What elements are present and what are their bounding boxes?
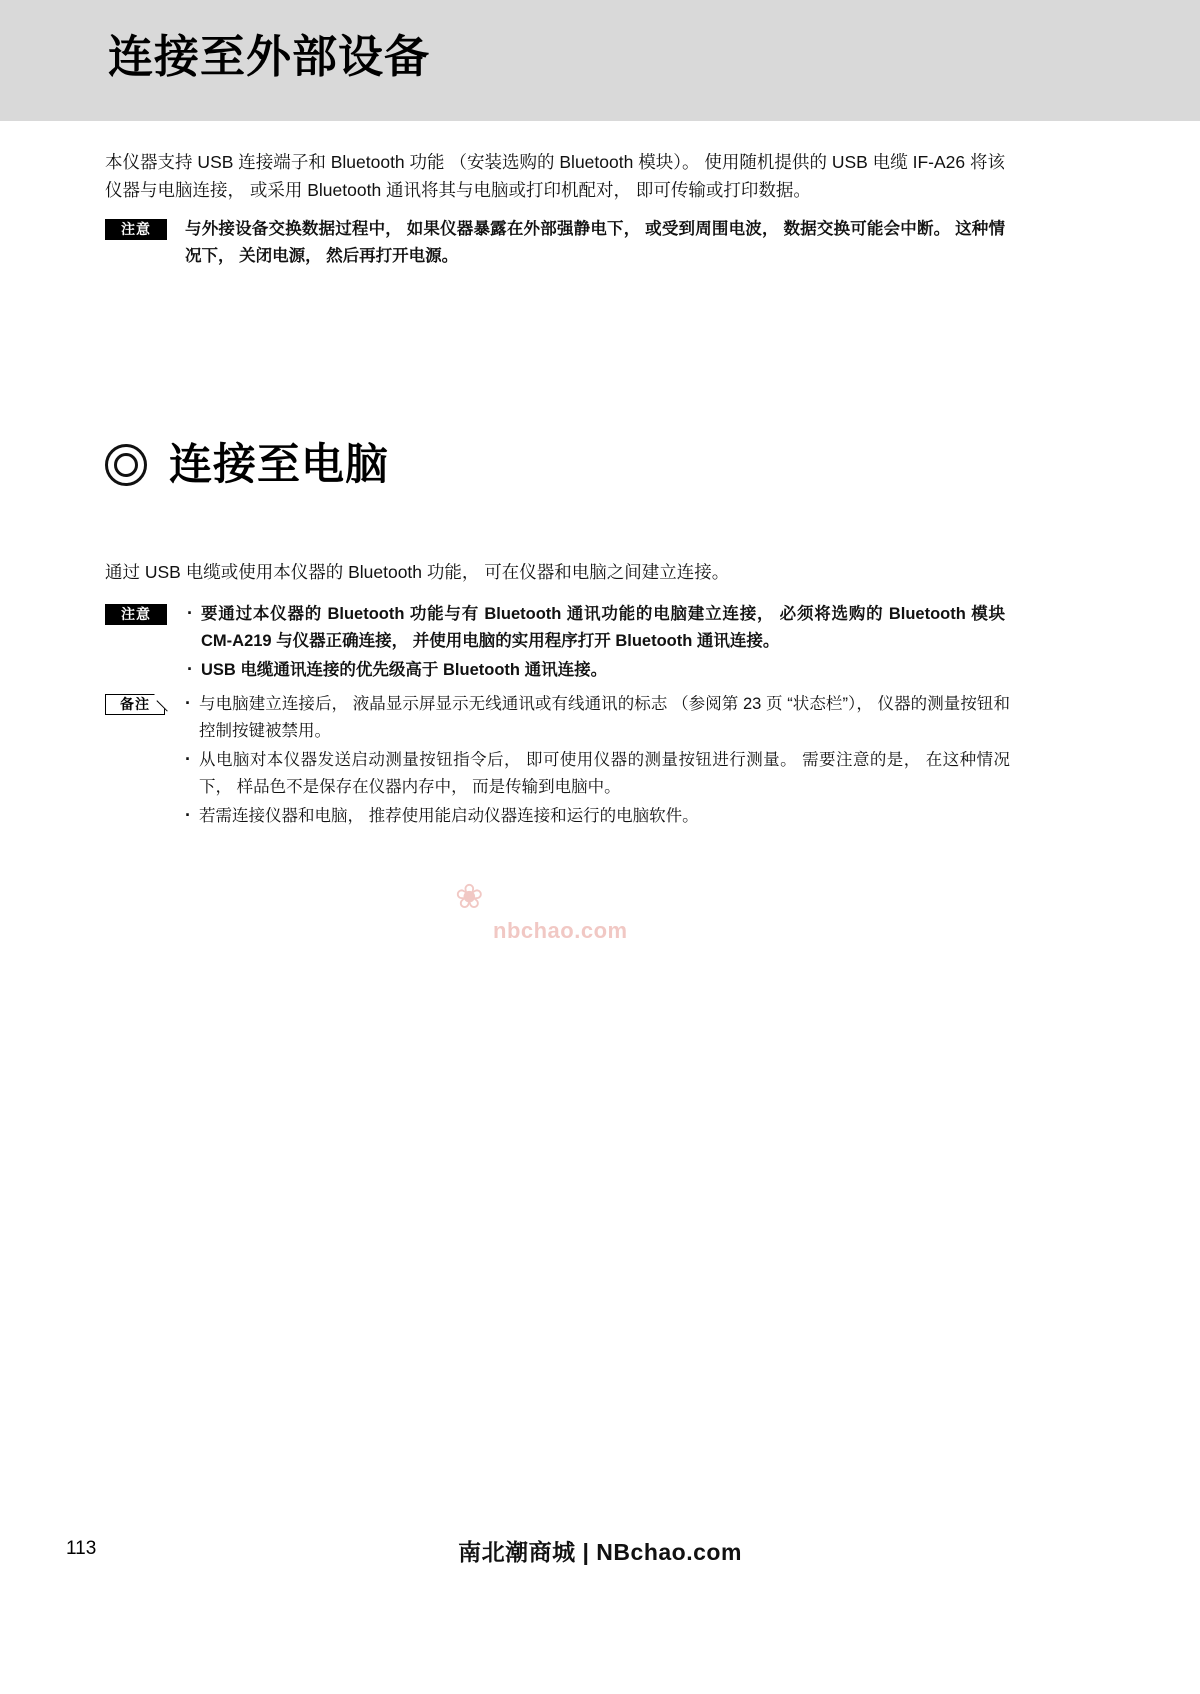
remark-block-pc — [105, 691, 1010, 830]
page-header-band — [0, 0, 1200, 121]
remark-list-item: · 若需连接仪器和电脑， 推荐使用能启动仪器连接和运行的电脑软件。 — [183, 803, 1010, 830]
watermark — [455, 880, 665, 960]
remark-list-item: · 与电脑建立连接后， 液晶显示屏显示无线通讯或有线通讯的标志 （参阅第 23 页 “状态栏”）， 仪器的测量按钮和控制按键被禁用。 — [183, 691, 1010, 745]
intro-paragraph: 本仪器支持 USB 连接端子和 Bluetooth 功能 （安装选购的 Bluetooth 模块）。 使用随机提供的 USB 电缆 IF-A26 将该仪器与电脑连接， 或采用 Bluetooth 通讯将其与电脑或打印机配对， 即可传输或打印数据。 — [105, 152, 1005, 200]
note-tag: 注意 — [105, 604, 167, 625]
note-list — [185, 601, 1005, 684]
remark-list — [183, 691, 1010, 830]
note-block-pc — [105, 601, 1005, 684]
note-tag: 注意 — [105, 219, 167, 240]
note-list-item: · USB 电缆通讯连接的优先级高于 Bluetooth 通讯连接。 — [185, 657, 1005, 684]
note-list-item: · 要通过本仪器的 Bluetooth 功能与有 Bluetooth 通讯功能的电脑建立连接， 必须将选购的 Bluetooth 模块 CM-A219 与仪器正确连接， 并使用电脑的实用程序打开 Bluetooth 通讯连接。 — [185, 601, 1005, 655]
page-title: 连接至外部设备 — [108, 31, 431, 82]
watermark-text: nbchao.com — [493, 918, 628, 943]
page-number: 113 — [66, 1538, 97, 1559]
watermark-flower-icon: ❀ — [455, 878, 484, 916]
remark-list-item: · 从电脑对本仪器发送启动测量按钮指令后， 即可使用仪器的测量按钮进行测量。 需要注意的是， 在这种情况下， 样品色不是保存在仪器内存中， 而是传输到电脑中。 — [183, 747, 1010, 801]
section-paragraph: 通过 USB 电缆或使用本仪器的 Bluetooth 功能， 可在仪器和电脑之间建立连接。 — [105, 562, 730, 582]
note-block-esd — [105, 216, 1005, 270]
section-heading — [105, 439, 389, 491]
double-circle-icon — [105, 444, 147, 486]
footer-brand: 南北潮商城 | NBchao.com — [458, 1539, 742, 1565]
remark-tag: 备注 — [105, 694, 165, 715]
note-text: 与外接设备交换数据过程中， 如果仪器暴露在外部强静电下， 或受到周围电波， 数据交换可能会中断。 这种情况下， 关闭电源， 然后再打开电源。 — [185, 220, 1005, 265]
section-title: 连接至电脑 — [169, 441, 389, 489]
